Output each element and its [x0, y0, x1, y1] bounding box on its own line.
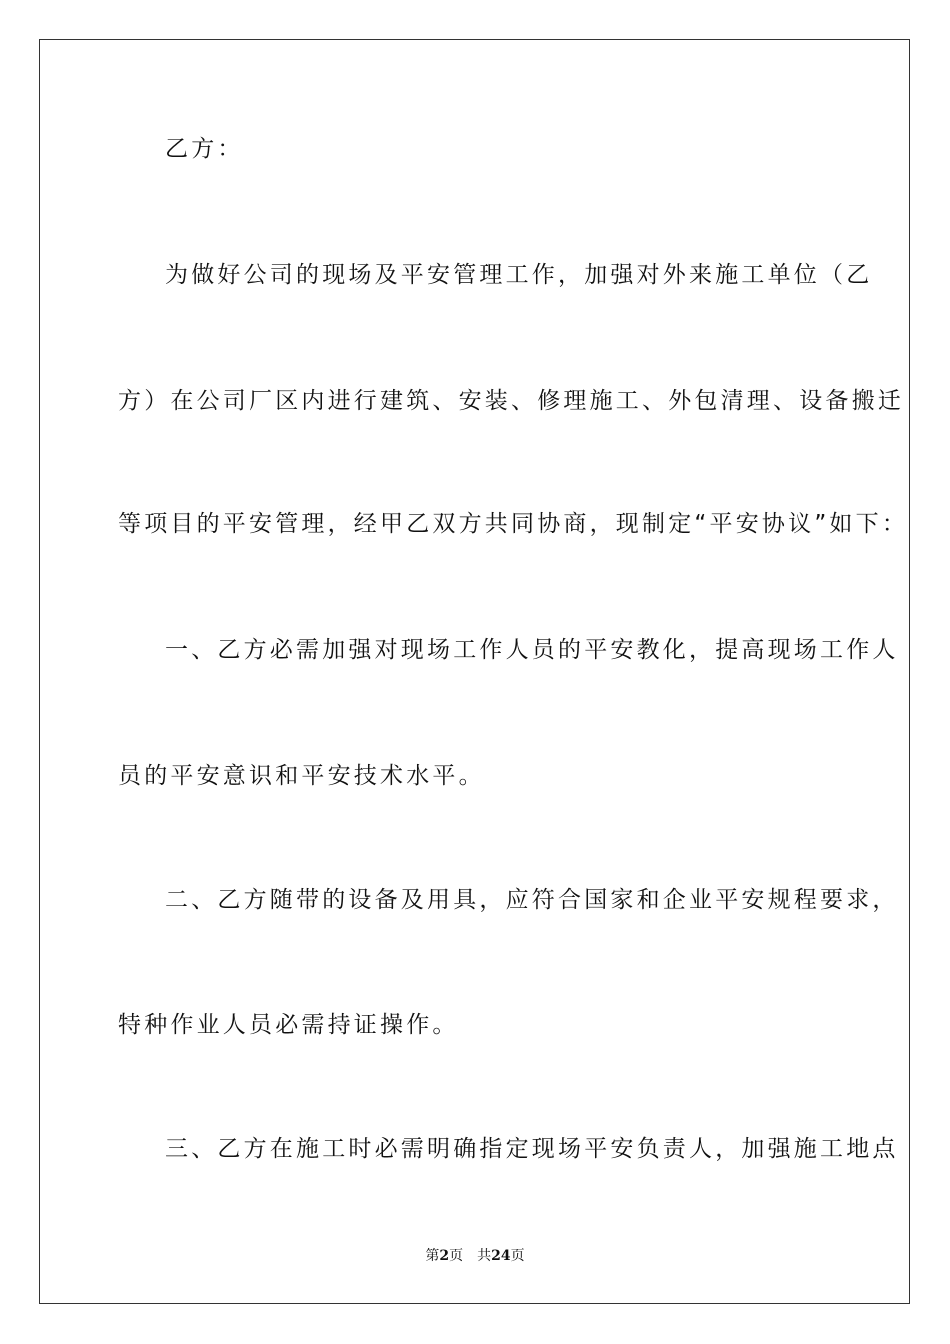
- footer-total-pages: 24: [491, 1248, 511, 1264]
- footer-total-suffix: 页: [510, 1248, 525, 1264]
- text-line-clause-2b: 特种作业人员必需持证操作。: [118, 1012, 459, 1038]
- footer-page-prefix: 第: [425, 1248, 440, 1264]
- text-line-clause-2a: 二、乙方随带的设备及用具，应符合国家和企业平安规程要求，: [165, 887, 899, 913]
- footer-total-prefix: 共: [477, 1248, 492, 1264]
- text-line-party-b: 乙方：: [165, 136, 244, 162]
- footer-page-suffix: 页: [449, 1248, 464, 1264]
- text-line-clause-1a: 一、乙方必需加强对现场工作人员的平安教化，提高现场工作人: [165, 637, 899, 663]
- text-line-clause-1b: 员的平安意识和平安技术水平。: [118, 763, 485, 789]
- text-line-intro-1: 为做好公司的现场及平安管理工作，加强对外来施工单位（乙: [165, 262, 873, 288]
- text-line-intro-2: 方）在公司厂区内进行建筑、安装、修理施工、外包清理、设备搬迁: [118, 388, 904, 414]
- page-border: [39, 39, 910, 1304]
- page-footer: [0, 1247, 950, 1265]
- text-line-intro-3: 等项目的平安管理，经甲乙双方共同协商，现制定“平安协议”如下：: [118, 511, 909, 537]
- footer-page-number: 2: [439, 1248, 450, 1264]
- text-line-clause-3a: 三、乙方在施工时必需明确指定现场平安负责人，加强施工地点: [165, 1136, 899, 1162]
